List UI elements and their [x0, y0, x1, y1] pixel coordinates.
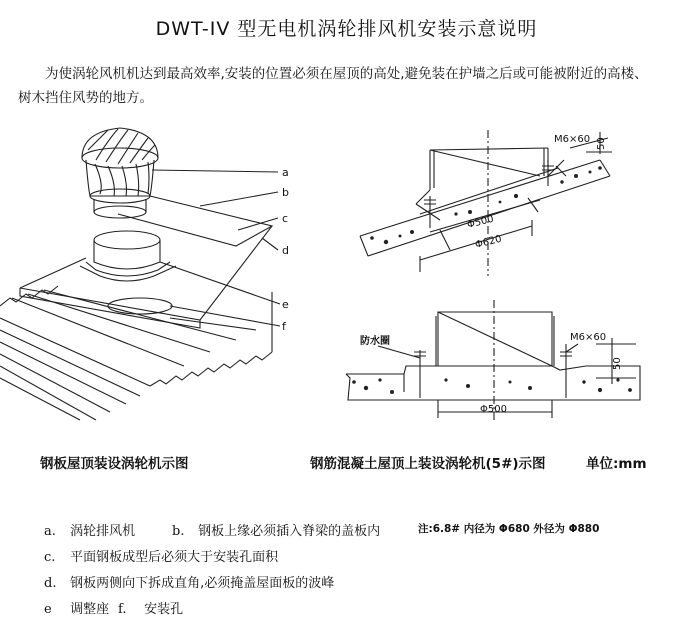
waterproof-label: 防水圈: [360, 336, 390, 347]
note-a: a. 涡轮排风机: [44, 524, 136, 539]
note-f: f. 安装孔: [118, 602, 184, 617]
intro-paragraph: 为使涡轮风机机达到最高效率,安装的位置必须在屋顶的高处,避免装在护墙之后或可能被附近的高楼、树木挡住风势的地方。: [18, 66, 648, 106]
label-d: d: [282, 244, 289, 257]
dim-500-bottom: Φ500: [480, 404, 507, 415]
bolt-label-bottom: M6×60: [570, 332, 607, 343]
right-caption: 钢筋混凝土屋顶上装设涡轮机(5#)示图: [310, 456, 546, 472]
note-b: b. 钢板上缘必须插入脊梁的盖板内: [172, 524, 381, 539]
label-a: a: [282, 166, 289, 179]
note-d: d. 钢板两侧向下拆成直角,必须掩盖屋面板的波峰: [44, 576, 335, 591]
dim-50-bottom: 50: [612, 357, 623, 370]
label-f: f: [282, 320, 286, 333]
label-c: c: [282, 212, 289, 225]
label-b: b: [282, 186, 289, 199]
concrete-texture-top: [370, 166, 602, 244]
dim-500-top: Φ500: [466, 213, 495, 231]
note-e: e 调整座: [44, 602, 110, 617]
dim-620-top: Φ620: [474, 233, 503, 251]
note-c: c. 平面钢板成型后必须大于安装孔面积: [44, 550, 279, 565]
label-e: e: [282, 298, 289, 311]
page-title: DWT-IV 型无电机涡轮排风机安装示意说明: [155, 18, 538, 40]
note-extra: 注:6.8# 内径为 Φ680 外径为 Φ880: [418, 523, 600, 535]
left-caption: 钢板屋顶装设涡轮机示图: [40, 456, 189, 472]
dim-50-top: 50: [596, 137, 607, 150]
bolt-label-top: M6×60: [554, 134, 591, 145]
concrete-texture-bottom: [352, 378, 632, 394]
unit-label: 单位:mm: [586, 456, 647, 472]
